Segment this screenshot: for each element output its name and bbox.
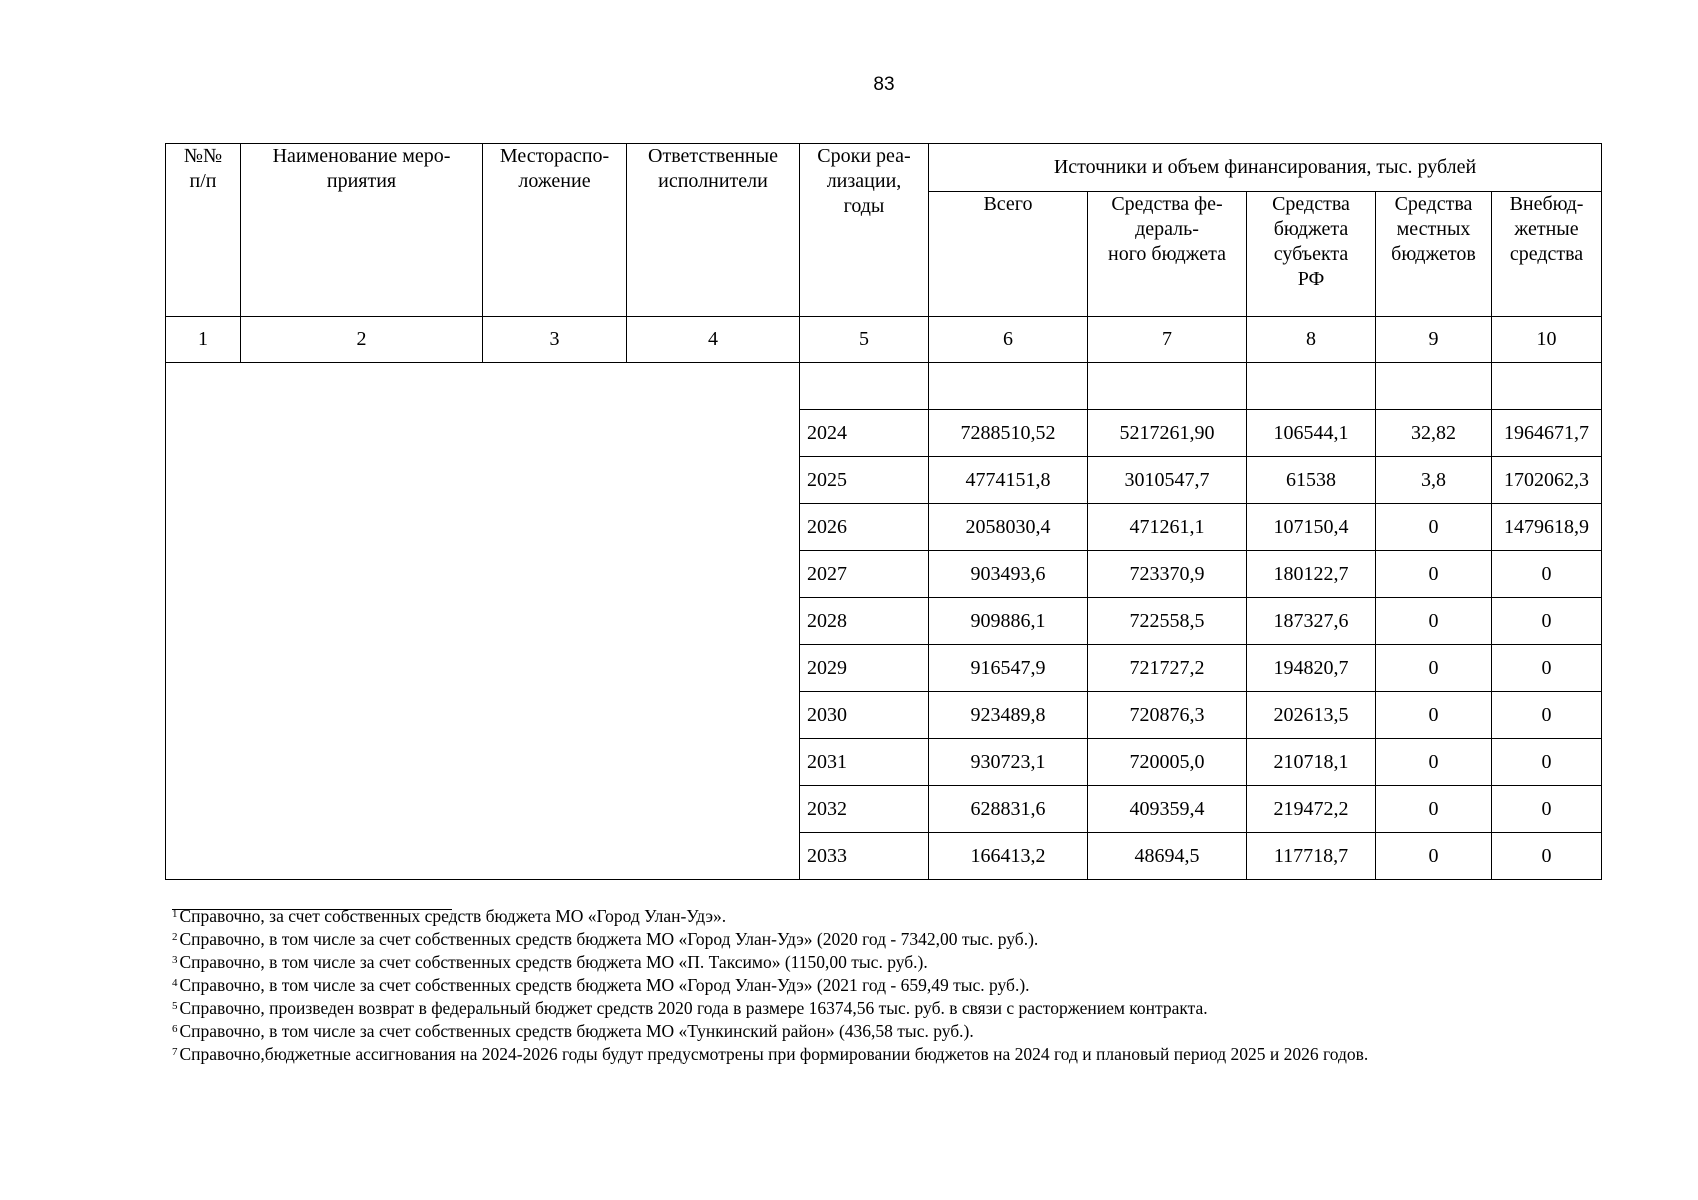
cell-federal: 720005,0 — [1088, 739, 1247, 786]
col-num-3: 3 — [483, 317, 627, 363]
cell-local: 0 — [1376, 551, 1492, 598]
footnote-text: Справочно, произведен возврат в федеральный бюджет средств 2020 года в размере 16374,56 тыс. руб. в связи с расторжением контракта. — [179, 998, 1208, 1018]
cell-subject: 219472,2 — [1247, 786, 1376, 833]
cell-local: 0 — [1376, 739, 1492, 786]
cell-total: 4774151,8 — [929, 457, 1088, 504]
cell-year — [800, 363, 929, 410]
cell-local: 32,82 — [1376, 410, 1492, 457]
cell-local: 0 — [1376, 598, 1492, 645]
cell-total: 909886,1 — [929, 598, 1088, 645]
cell-federal: 5217261,90 — [1088, 410, 1247, 457]
footnote-text: Справочно, в том числе за счет собственных средств бюджета МО «П. Таксимо» (1150,00 тыс. руб.). — [179, 952, 928, 972]
footnote-mark: 5 — [172, 1000, 178, 1012]
cell-subject: 187327,6 — [1247, 598, 1376, 645]
cell-local: 0 — [1376, 786, 1492, 833]
cell-total: 903493,6 — [929, 551, 1088, 598]
col-num-8: 8 — [1247, 317, 1376, 363]
cell-extra: 1702062,3 — [1492, 457, 1602, 504]
col-num-6: 6 — [929, 317, 1088, 363]
col-num-7: 7 — [1088, 317, 1247, 363]
cell-total: 7288510,52 — [929, 410, 1088, 457]
footnote-text: Справочно,бюджетные ассигнования на 2024-2026 годы будут предусмотрены при формировании бюджетов на 2024 год и плановый период 2025 и 2026 годов. — [179, 1044, 1369, 1064]
cell-local: 0 — [1376, 833, 1492, 880]
footnote — [172, 905, 1622, 928]
cell-subject: 202613,5 — [1247, 692, 1376, 739]
column-numbers-row — [166, 317, 1602, 363]
cell-extra: 0 — [1492, 598, 1602, 645]
cell-local: 3,8 — [1376, 457, 1492, 504]
cell-extra: 0 — [1492, 551, 1602, 598]
footnote-text: Справочно, за счет собственных средств бюджета МО «Город Улан-Удэ». — [179, 906, 727, 926]
cell-extra: 1964671,7 — [1492, 410, 1602, 457]
financing-table — [165, 143, 1602, 880]
header-sources: Источники и объем финансирования, тыс. рублей — [929, 144, 1602, 192]
header-terms: Сроки реа- лизации, годы — [800, 144, 929, 317]
cell-extra: 0 — [1492, 739, 1602, 786]
footnote — [172, 1043, 1622, 1066]
cell-year: 2029 — [800, 645, 929, 692]
header-total: Всего — [929, 192, 1088, 317]
footnote-mark: 1 — [172, 908, 178, 920]
cell-federal — [1088, 363, 1247, 410]
footnote-text: Справочно, в том числе за счет собственных средств бюджета МО «Город Улан-Удэ» (2021 год - 659,49 тыс. руб.). — [179, 975, 1030, 995]
cell-federal: 471261,1 — [1088, 504, 1247, 551]
cell-year: 2025 — [800, 457, 929, 504]
col-num-10: 10 — [1492, 317, 1602, 363]
cell-year: 2027 — [800, 551, 929, 598]
cell-extra: 0 — [1492, 645, 1602, 692]
footnote-mark: 2 — [172, 931, 178, 943]
cell-extra: 0 — [1492, 786, 1602, 833]
header-executors: Ответственные исполнители — [627, 144, 800, 317]
footnote — [172, 997, 1622, 1020]
footnote-mark: 4 — [172, 977, 178, 989]
cell-subject: 61538 — [1247, 457, 1376, 504]
cell-year: 2033 — [800, 833, 929, 880]
cell-extra — [1492, 363, 1602, 410]
cell-year: 2026 — [800, 504, 929, 551]
col-num-5: 5 — [800, 317, 929, 363]
cell-year: 2032 — [800, 786, 929, 833]
cell-federal: 409359,4 — [1088, 786, 1247, 833]
cell-federal: 720876,3 — [1088, 692, 1247, 739]
footnote — [172, 951, 1622, 974]
cell-federal: 722558,5 — [1088, 598, 1247, 645]
cell-subject: 107150,4 — [1247, 504, 1376, 551]
footnote — [172, 1020, 1622, 1043]
header-local: Средства местных бюджетов — [1376, 192, 1492, 317]
cell-extra: 0 — [1492, 692, 1602, 739]
header-extra: Внебюд- жетные средства — [1492, 192, 1602, 317]
cell-federal: 48694,5 — [1088, 833, 1247, 880]
header-federal: Средства фе- дераль- ного бюджета — [1088, 192, 1247, 317]
cell-subject: 210718,1 — [1247, 739, 1376, 786]
footnotes — [172, 905, 1622, 1066]
footnote-mark: 7 — [172, 1046, 178, 1058]
cell-total: 916547,9 — [929, 645, 1088, 692]
col-num-1: 1 — [166, 317, 241, 363]
cell-extra: 0 — [1492, 833, 1602, 880]
footnote-text: Справочно, в том числе за счет собственных средств бюджета МО «Город Улан-Удэ» (2020 год - 7342,00 тыс. руб.). — [179, 929, 1039, 949]
cell-local: 0 — [1376, 645, 1492, 692]
cell-total: 628831,6 — [929, 786, 1088, 833]
cell-subject: 180122,7 — [1247, 551, 1376, 598]
footnote-text: Справочно, в том числе за счет собственных средств бюджета МО «Тункинский район» (436,58 тыс. руб.). — [179, 1021, 974, 1041]
header-location: Местораспо- ложение — [483, 144, 627, 317]
cell-total: 923489,8 — [929, 692, 1088, 739]
header-name: Наименование меро- приятия — [241, 144, 483, 317]
cell-local — [1376, 363, 1492, 410]
cell-total: 2058030,4 — [929, 504, 1088, 551]
footnote — [172, 974, 1622, 997]
page-number: 83 — [873, 74, 895, 95]
table-row — [166, 363, 1602, 410]
header-num: №№ п/п — [166, 144, 241, 317]
cell-local: 0 — [1376, 692, 1492, 739]
cell-total: 930723,1 — [929, 739, 1088, 786]
merged-blank-cell — [166, 363, 800, 880]
cell-federal: 3010547,7 — [1088, 457, 1247, 504]
cell-subject — [1247, 363, 1376, 410]
header-subject: Средства бюджета субъекта РФ — [1247, 192, 1376, 317]
footnote-mark: 3 — [172, 954, 178, 966]
footnote — [172, 928, 1622, 951]
cell-federal: 721727,2 — [1088, 645, 1247, 692]
col-num-2: 2 — [241, 317, 483, 363]
cell-year: 2031 — [800, 739, 929, 786]
cell-federal: 723370,9 — [1088, 551, 1247, 598]
cell-extra: 1479618,9 — [1492, 504, 1602, 551]
cell-total: 166413,2 — [929, 833, 1088, 880]
cell-local: 0 — [1376, 504, 1492, 551]
cell-subject: 117718,7 — [1247, 833, 1376, 880]
footnote-mark: 6 — [172, 1023, 178, 1035]
cell-subject: 106544,1 — [1247, 410, 1376, 457]
cell-year: 2028 — [800, 598, 929, 645]
cell-year: 2030 — [800, 692, 929, 739]
cell-total — [929, 363, 1088, 410]
col-num-4: 4 — [627, 317, 800, 363]
col-num-9: 9 — [1376, 317, 1492, 363]
cell-subject: 194820,7 — [1247, 645, 1376, 692]
cell-year: 2024 — [800, 410, 929, 457]
